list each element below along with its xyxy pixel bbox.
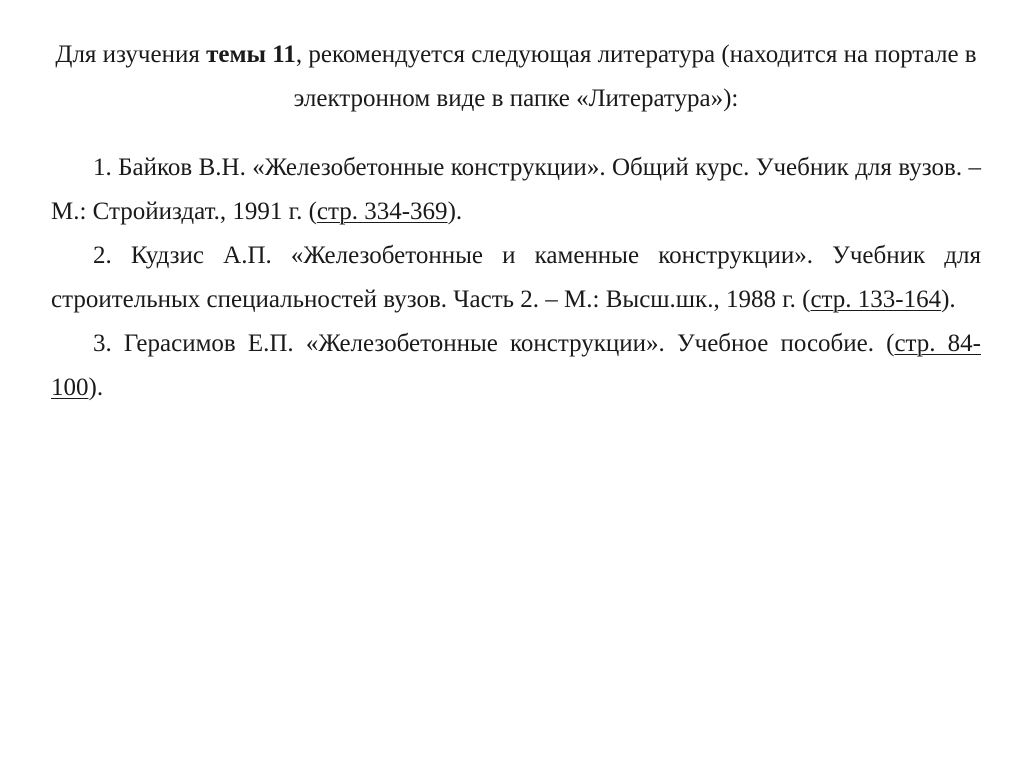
reference-end: ).: [447, 198, 463, 225]
document-page: [51, 33, 981, 410]
reference-item: [51, 146, 981, 234]
reference-pages-link[interactable]: стр. 133-164: [810, 286, 942, 313]
intro-suffix: , рекомендуется следующая литература (находится на портале в электронном виде в папке «Литература»):: [293, 41, 977, 112]
reference-text: 1. Байков В.Н. «Железобетонные конструкции». Общий курс. Учебник для вузов. – М.: Стройиздат., 1991 г. (: [51, 154, 981, 225]
intro-prefix: Для изучения: [55, 41, 207, 68]
reference-list: [51, 146, 981, 410]
intro-paragraph: [51, 33, 981, 121]
intro-topic-bold: темы 11: [206, 41, 296, 68]
reference-text: 2. Кудзис А.П. «Железобетонные и каменные конструкции». Учебник для строительных специальностей вузов. Часть 2. – М.: Высш.шк., 1988 г. (: [51, 242, 981, 313]
reference-item: [51, 322, 981, 410]
reference-item: [51, 234, 981, 322]
reference-pages-link[interactable]: стр. 334-369: [316, 198, 448, 225]
reference-end: ).: [941, 286, 956, 313]
reference-text: 3. Герасимов Е.П. «Железобетонные конструкции». Учебное пособие. (: [93, 330, 895, 357]
reference-end: ).: [88, 374, 104, 401]
reference-pages-link[interactable]: стр. 84-100: [51, 330, 981, 401]
